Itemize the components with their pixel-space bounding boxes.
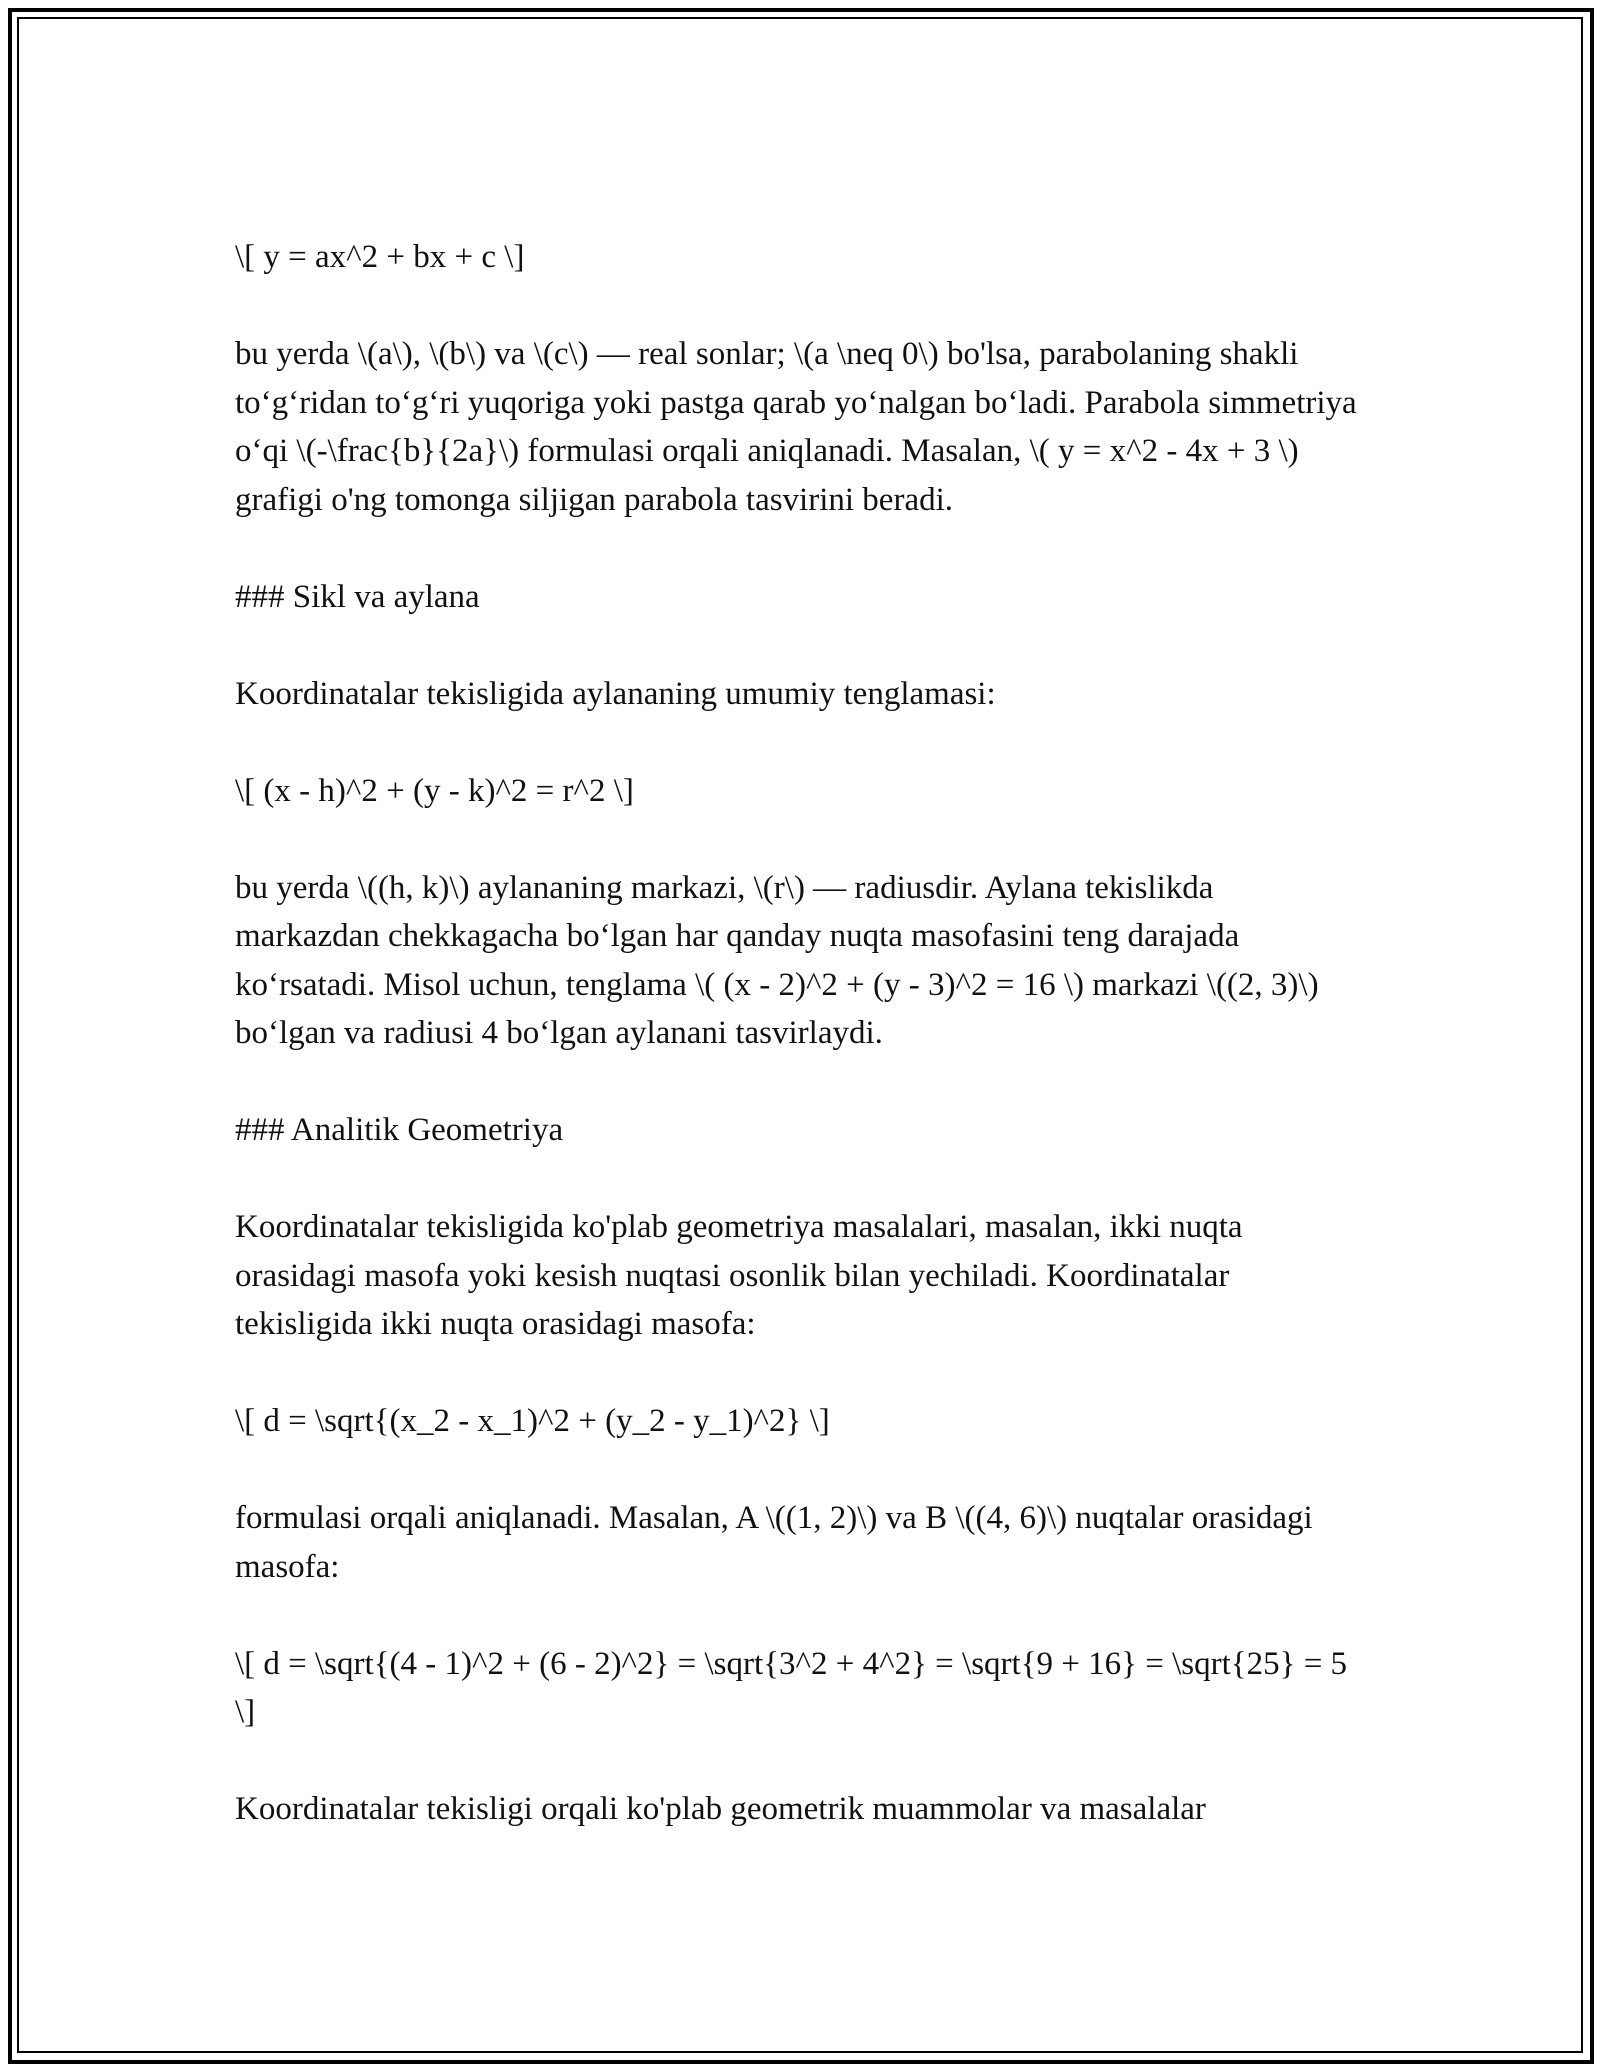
paragraph-circle-intro: Koordinatalar tekisligida aylananing umumiy tenglamasi: bbox=[235, 675, 996, 712]
paragraph-distance-example: formulasi orqali aniqlanadi. Masalan, A \((1, 2)\) va B \((4, 6)\) nuqtalar orasidagi masofa: bbox=[235, 1500, 1313, 1585]
formula-distance-example: \[ d = \sqrt{(4 - 1)^2 + (6 - 2)^2} = \sqrt{3^2 + 4^2} = \sqrt{9 + 16} = \sqrt{25} = 5 \] bbox=[235, 1645, 1356, 1730]
formula-parabola: \[ y = ax^2 + bx + c \] bbox=[235, 239, 525, 275]
formula-distance: \[ d = \sqrt{(x_2 - x_1)^2 + (y_2 - y_1)^2} \] bbox=[235, 1403, 830, 1439]
paragraph-closing: Koordinatalar tekisligi orqali ko'plab geometrik muammolar va masalalar bbox=[235, 1791, 1206, 1827]
heading-analitik-geometriya: ### Analitik Geometriya bbox=[235, 1112, 564, 1148]
document-body bbox=[235, 233, 1365, 1834]
heading-sikl-va-aylana: ### Sikl va aylana bbox=[235, 578, 480, 615]
paragraph-circle-description: bu yerda \((h, k)\) aylananing markazi, \(r\) — radiusdir. Aylana tekislikda markazdan chekkagacha bo‘lgan har qanday nuqta masofasini teng darajada ko‘rsatadi. Misol uchun, tenglama \( (x - 2)^2 + (y - 3)^2 = 16 \) markazi \((2, 3)\) bo‘lgan va radiusi 4 bo‘lgan aylanani tasvirlaydi. bbox=[235, 869, 1319, 1051]
paragraph-analytic-intro: Koordinatalar tekisligida ko'plab geometriya masalalari, masalan, ikki nuqta orasidagi masofa yoki kesish nuqtasi osonlik bilan yechiladi. Koordinatalar tekisligida ikki nuqta orasidagi masofa: bbox=[235, 1209, 1243, 1342]
paragraph-parabola-description: bu yerda \(a\), \(b\) va \(c\) — real sonlar; \(a \neq 0\) bo'lsa, parabolaning shakli to‘g‘ridan to‘g‘ri yuqoriga yoki pastga qarab yo‘nalgan bo‘ladi. Parabola simmetriya o‘qi \(-\frac{b}{2a}\) formulasi orqali aniqlanadi. Masalan, \( y = x^2 - 4x + 3 \) grafigi o'ng tomonga siljigan parabola tasvirini beradi. bbox=[235, 336, 1357, 518]
formula-circle: \[ (x - h)^2 + (y - k)^2 = r^2 \] bbox=[235, 772, 634, 809]
